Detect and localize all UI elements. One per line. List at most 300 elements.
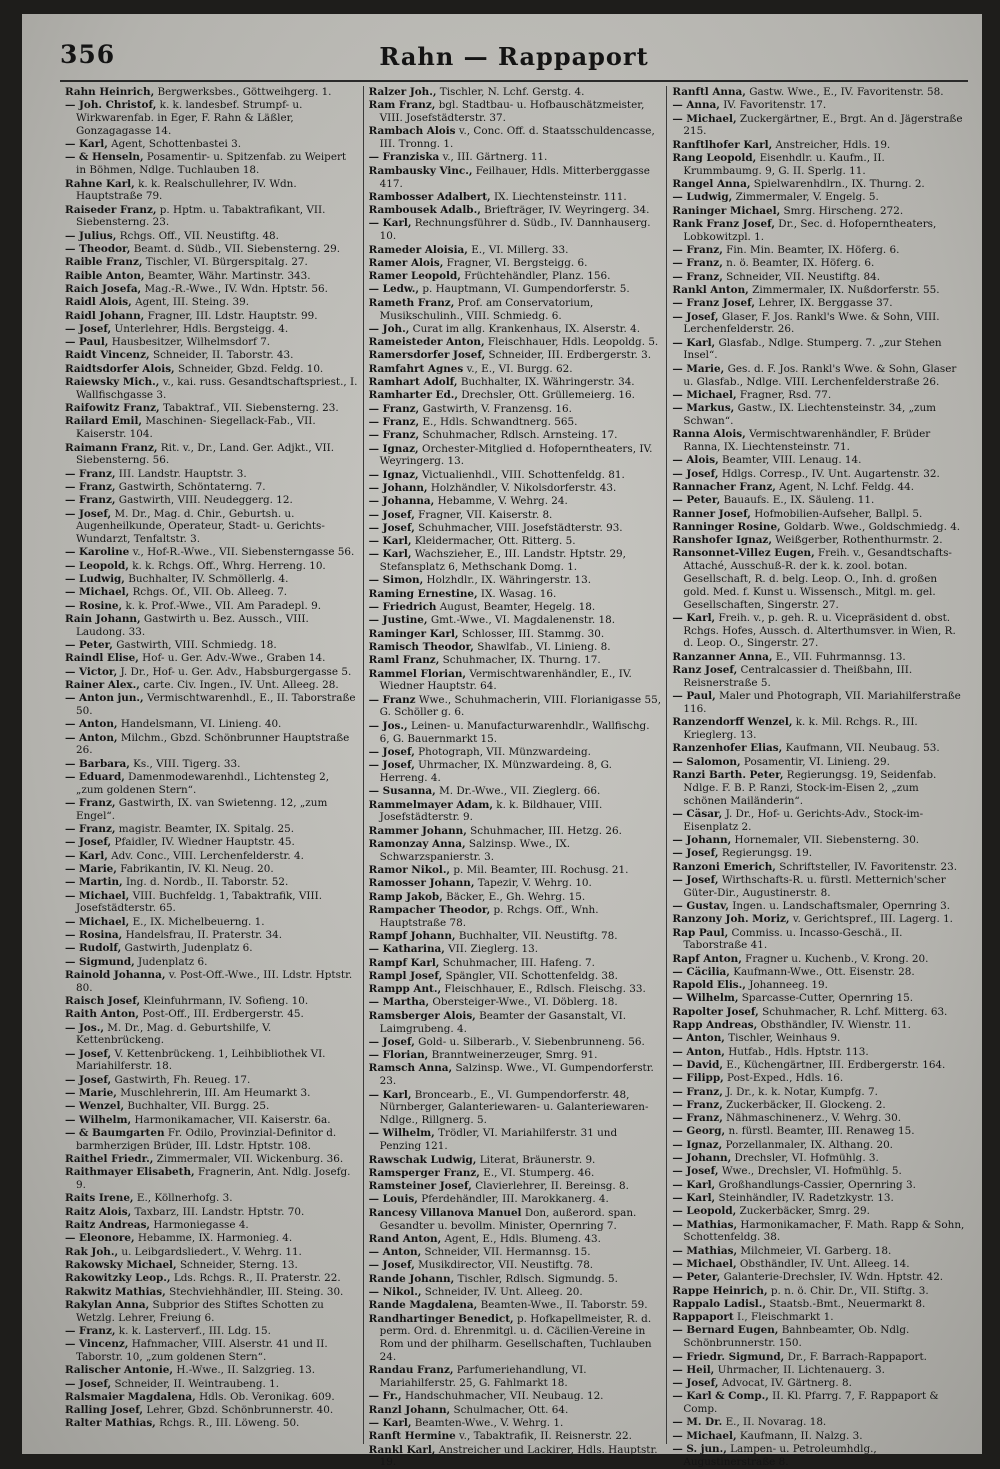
entry-name: — Josef,: [65, 836, 112, 849]
directory-entry: [369, 535, 662, 548]
entry-details: IX. Liechtensteinstr. 111.: [493, 190, 627, 203]
directory-entry: [65, 995, 358, 1008]
entry-name: — Josef,: [368, 508, 415, 521]
entry-details: p. n. ö. Chir. Dr., VII. Stiftg. 3.: [770, 1284, 929, 1297]
entry-details: Gastw., IX. Liechtensteinstr. 34, „zum Schwan“.: [683, 402, 937, 427]
directory-entry: [65, 890, 358, 916]
directory-entry: [65, 1391, 358, 1404]
entry-details: Wwe., Drechsler, VI. Hofmühlg. 5.: [721, 1165, 902, 1178]
entry-details: Hornemaler, VII. Siebensterng. 30.: [734, 833, 920, 846]
entry-name: Ramsberger Alois,: [368, 1009, 476, 1022]
directory-entry: [369, 165, 662, 191]
entry-details: Drechsler, VI. Hofmühlg. 3.: [734, 1152, 879, 1165]
entry-details: Lehrer, Gbzd. Schönbrunnerstr. 40.: [146, 1404, 334, 1417]
entry-name: Raml Franz,: [368, 654, 440, 667]
directory-entry: [672, 1032, 965, 1045]
directory-entry: [369, 86, 662, 99]
entry-details: Steinhändler, IV. Radetzkystr. 13.: [718, 1191, 894, 1204]
entry-name: Ranner Josef,: [672, 507, 751, 520]
entry-details: Zimmermaler, V. Engelg. 5.: [735, 191, 879, 204]
directory-entry: [65, 797, 358, 823]
entry-details: magistr. Beamter, IX. Spitalg. 25.: [118, 823, 295, 836]
entry-name: — Josef,: [672, 467, 719, 480]
entry-name: — Karl,: [368, 548, 412, 561]
directory-entry: [672, 1139, 965, 1152]
entry-details: n. fürstl. Beamter, III. Renaweg 15.: [728, 1125, 915, 1138]
entry-details: p. Hauptmann, VI. Gumpendorferstr. 5.: [422, 283, 630, 296]
entry-details: Uhrmacher, IX. Münzwardeing. 8, G. Herreng. 4.: [379, 759, 612, 784]
entry-name: Rancesy Villanova Manuel: [368, 1206, 522, 1219]
directory-entry: [369, 191, 662, 204]
entry-name: Raisch Josef,: [65, 994, 141, 1007]
entry-name: — Mathias,: [672, 1218, 738, 1231]
entry-details: Schuhmacher, III. Hetzg. 26.: [470, 824, 622, 837]
entry-details: Fragner, VII. Kaiserstr. 8.: [418, 508, 553, 521]
directory-entry: [672, 913, 965, 926]
directory-entry: [672, 690, 965, 716]
directory-entry: [672, 742, 965, 755]
directory-entry: [65, 86, 358, 99]
entry-details: Schneider, VII. Neustiftg. 84.: [726, 270, 881, 283]
directory-entry: [369, 1444, 662, 1469]
column-2: [363, 86, 667, 1469]
directory-entry: [369, 416, 662, 429]
entry-name: — Anton,: [65, 718, 118, 731]
directory-entry: [65, 732, 358, 758]
directory-columns: [60, 86, 970, 1469]
directory-entry: [65, 850, 358, 863]
directory-entry: [672, 428, 965, 454]
directory-entry: [369, 838, 662, 864]
entry-details: Subprior des Stiftes Schotten zu Wetzlg. Lehrer, Freiung 6.: [76, 1298, 324, 1324]
directory-entry: [65, 969, 358, 995]
entry-details: Posamentir- u. Spitzenfab. zu Weipert in Böhmen, Ndlge. Tuchlauben 18.: [76, 151, 347, 177]
entry-name: Rain Johann,: [65, 612, 141, 625]
entry-name: Rang Leopold,: [672, 151, 757, 164]
entry-details: Orchester-Mitglied d. Hofoperntheaters, IV. Weyringerg. 13.: [379, 442, 653, 468]
entry-name: — Josef,: [368, 745, 415, 758]
entry-details: Kaufmann-Wwe., Ott. Eisenstr. 28.: [733, 965, 915, 978]
entry-details: Damenmodewarenhdl., Lichtensteg 2, „zum goldenen Stern“.: [76, 770, 330, 796]
directory-entry: [369, 125, 662, 151]
directory-entry: [65, 1378, 358, 1391]
entry-name: Raich Josefa,: [65, 282, 142, 295]
entry-name: Rannacher Franz,: [672, 480, 776, 493]
directory-entry: [369, 244, 662, 257]
entry-details: Beamter der Gasanstalt, VI. Laimgrubeng. 4.: [379, 1009, 627, 1035]
directory-entry: [65, 1048, 358, 1074]
entry-name: — & Henseln,: [65, 151, 144, 164]
entry-name: — Franz,: [672, 257, 723, 270]
entry-name: — Karl,: [672, 1191, 716, 1204]
directory-entry: [672, 521, 965, 534]
entry-details: v., Tabaktrafik, II. Reisnerstr. 22.: [459, 1430, 632, 1443]
entry-name: — Josef,: [65, 1047, 112, 1060]
entry-details: Handelsfrau, II. Praterstr. 34.: [125, 929, 283, 941]
directory-entry: [672, 874, 965, 900]
entry-name: — Franz,: [368, 429, 420, 442]
entry-name: — Anton,: [672, 1045, 725, 1058]
entry-details: Schulmacher, Ott. 64.: [453, 1403, 569, 1416]
entry-name: — Michael,: [672, 112, 737, 125]
entry-details: Kleinfuhrmann, IV. Sofieng. 10.: [143, 994, 309, 1007]
directory-entry: [369, 668, 662, 694]
entry-name: Raitz Alois,: [65, 1205, 132, 1218]
directory-entry: [369, 1246, 662, 1259]
entry-details: Beamter, Währ. Martinstr. 343.: [147, 269, 311, 282]
entry-details: Hebamme, V. Wehrg. 24.: [437, 495, 568, 508]
directory-entry: [369, 1049, 662, 1062]
entry-name: — David,: [672, 1058, 723, 1071]
entry-name: — Ludwig,: [672, 191, 733, 204]
entry-details: Broncearb., E., VI. Gumpendorferstr. 48, Nürnberger, Galanteriewaren- u. Galanteriewaren-Ndlge., Rillgnerg. 5.: [379, 1088, 649, 1127]
directory-entry: [65, 1404, 358, 1417]
entry-name: — Franz,: [65, 467, 116, 480]
directory-entry: [369, 1207, 662, 1233]
directory-entry: [672, 1165, 965, 1178]
entry-name: — Julius,: [65, 229, 117, 242]
directory-entry: [672, 402, 965, 428]
entry-details: Gastwirth, Schöntaterng. 7.: [118, 480, 266, 493]
directory-entry: [65, 402, 358, 415]
directory-entry: [65, 758, 358, 771]
directory-entry: [672, 481, 965, 494]
directory-entry: [672, 191, 965, 204]
directory-entry: [65, 573, 358, 586]
entry-name: Raiseder Franz,: [65, 203, 157, 216]
entry-name: — Theodor,: [65, 243, 131, 256]
directory-entry: [369, 628, 662, 641]
directory-entry: [369, 694, 662, 720]
entry-name: Rangel Anna,: [672, 178, 751, 191]
entry-name: — Paul,: [672, 690, 716, 703]
entry-name: Ransonnet-Villez Eugen,: [672, 547, 815, 560]
directory-entry: [65, 204, 358, 230]
entry-name: — Michael,: [65, 915, 130, 928]
entry-name: — Josef,: [672, 1165, 719, 1178]
directory-entry: [65, 296, 358, 309]
entry-name: — Susanna,: [368, 785, 436, 798]
directory-entry: [369, 429, 662, 442]
directory-entry: [672, 494, 965, 507]
entry-details: I., Fleischmarkt 1.: [737, 1311, 834, 1324]
entry-name: — Josef,: [368, 1035, 415, 1048]
entry-name: Rappalo Ladisl.,: [672, 1297, 766, 1310]
directory-entry: [65, 1232, 358, 1245]
directory-entry: [65, 481, 358, 494]
entry-details: Literat, Bräunerstr. 9.: [479, 1153, 596, 1166]
entry-name: Raidtsdorfer Alois,: [65, 362, 175, 375]
entry-name: — Franz,: [672, 1085, 723, 1098]
entry-details: k. k. Bildhauer, VIII. Josefstädterstr. 9.: [379, 798, 603, 824]
entry-name: — Karl,: [672, 336, 716, 349]
entry-name: — Anton,: [672, 1032, 725, 1045]
entry-details: Gastwirth, VIII. Neudeggerg. 12.: [118, 494, 293, 507]
entry-details: Tischler, Rdlsch. Sigmundg. 5.: [457, 1272, 618, 1285]
entry-name: — Rudolf,: [65, 942, 122, 955]
directory-entry: [369, 891, 662, 904]
running-head: Rahn — Rappaport: [379, 42, 649, 71]
directory-entry: [672, 992, 965, 1005]
directory-entry: [369, 204, 662, 217]
directory-entry: [672, 337, 965, 363]
entry-name: Rank Franz Josef,: [672, 217, 775, 230]
directory-entry: [369, 759, 662, 785]
entry-name: — Karl,: [672, 611, 716, 624]
directory-entry: [369, 996, 662, 1009]
entry-name: Ralischer Antonie,: [65, 1364, 174, 1377]
entry-name: — Karl,: [368, 535, 412, 548]
directory-entry: [369, 1233, 662, 1246]
entry-details: Ks., VIII. Tigerg. 33.: [133, 757, 241, 770]
entry-details: Maschinen- Siegellack-Fab., VII. Kaiserstr. 104.: [76, 415, 316, 441]
entry-details: Nähmaschinenerz., V. Wehrg. 30.: [726, 1112, 902, 1125]
entry-name: — Josef,: [65, 507, 112, 520]
page-header: [60, 40, 968, 82]
entry-name: Ranftlhofer Karl,: [672, 138, 773, 151]
entry-name: — Michael,: [672, 1257, 737, 1270]
directory-entry: [369, 970, 662, 983]
entry-details: Tischler, Weinhaus 9.: [728, 1032, 841, 1045]
entry-details: Gastwirth, V. Franzensg. 16.: [422, 402, 572, 415]
directory-entry: [65, 243, 358, 256]
entry-name: Rak Joh.,: [65, 1245, 119, 1258]
entry-details: Buchhalter, IV. Schmöllerlg. 4.: [128, 572, 289, 585]
entry-name: Raidl Johann,: [65, 309, 145, 322]
entry-name: Rainer Alex.,: [65, 678, 140, 691]
directory-entry: [672, 244, 965, 257]
directory-entry: [672, 861, 965, 874]
directory-entry: [369, 336, 662, 349]
entry-name: — Franz,: [672, 270, 723, 283]
directory-entry: [672, 769, 965, 807]
directory-entry: [65, 1100, 358, 1113]
directory-entry: [369, 785, 662, 798]
entry-name: — Cäcilia,: [672, 965, 730, 978]
directory-entry: [65, 1417, 358, 1430]
directory-entry: [65, 349, 358, 362]
entry-name: Ralter Mathias,: [65, 1417, 156, 1430]
entry-name: Ralzer Joh.,: [368, 86, 437, 98]
directory-entry: [672, 152, 965, 178]
entry-name: — Leopold,: [672, 1205, 737, 1218]
entry-name: — Wenzel,: [65, 1100, 125, 1113]
entry-details: Harmonikamacher, F. Math. Rapp & Sohn, Schottenfeldg. 38.: [683, 1218, 965, 1244]
entry-name: — Martha,: [368, 996, 430, 1009]
entry-details: Salzinsp. Wwe., IX. Schwarzspanierstr. 3.: [379, 837, 571, 863]
entry-name: — Friedr. Sigmund,: [672, 1350, 785, 1363]
directory-entry: [672, 139, 965, 152]
entry-details: Schneider, II. Weintraubeng. 1.: [114, 1377, 280, 1390]
entry-name: — Georg,: [672, 1125, 726, 1138]
directory-entry: [369, 297, 662, 323]
entry-name: Randau Franz,: [368, 1364, 454, 1377]
directory-entry: [65, 1153, 358, 1166]
directory-entry: [65, 666, 358, 679]
entry-name: — Michael,: [65, 586, 130, 599]
entry-details: Schuhmacher, Rdlsch. Arnsteing. 17.: [422, 429, 618, 442]
entry-name: — Anton,: [65, 731, 118, 744]
entry-details: IV. Favoritenstr. 17.: [723, 99, 827, 112]
directory-entry: [65, 586, 358, 599]
entry-name: Ramsch Anna,: [368, 1062, 453, 1075]
entry-name: — Johanna,: [368, 495, 435, 508]
entry-details: Regierungsg. 19, Seidenfab. Ndlge. F. B. P. Ranzi, Stock-im-Eisen 2, „zum schönen Mailänderin“.: [683, 768, 937, 807]
entry-details: v., Conc. Off. d. Staatsschuldencasse, III. Tronng. 1.: [379, 125, 655, 151]
entry-details: Hdlgs. Corresp., IV. Unt. Augartenstr. 32.: [721, 467, 940, 480]
entry-details: E., II. Novarag. 18.: [725, 1416, 827, 1429]
entry-details: Goldarb. Wwe., Goldschmiedg. 4.: [784, 520, 961, 533]
directory-entry: [672, 1192, 965, 1205]
entry-details: Bahnbeamter, Ob. Ndlg. Schönbrunnerstr. 150.: [683, 1324, 910, 1350]
entry-details: Weißgerber, Rothenthurmstr. 2.: [775, 534, 943, 547]
entry-name: — Salomon,: [672, 755, 741, 768]
entry-name: Rahne Karl,: [65, 177, 135, 190]
entry-details: H.-Wwe., II. Salzgrieg. 13.: [176, 1364, 316, 1377]
entry-name: Ramosser Johann,: [368, 877, 475, 890]
entry-details: Lampen- u. Petroleumhdlg., Augustinerstraße 8.: [683, 1443, 877, 1468]
entry-details: Regierungsg. 19.: [721, 847, 813, 860]
entry-name: Ramhart Adolf,: [368, 376, 458, 389]
entry-name: — Michael,: [65, 889, 130, 902]
directory-entry: [369, 825, 662, 838]
entry-name: — Karl,: [672, 1178, 716, 1191]
directory-entry: [369, 983, 662, 996]
directory-entry: [65, 1246, 358, 1259]
entry-details: V. Kettenbrückeng. 1, Leihbibliothek VI. Mariahilferstr. 18.: [76, 1047, 326, 1073]
entry-name: Rammelmayer Adam,: [368, 798, 493, 811]
directory-entry: [65, 1206, 358, 1219]
entry-details: Schuhmacher, R. Lchf. Mitterg. 63.: [762, 1005, 948, 1018]
entry-details: Pferdehändler, III. Marokkanerg. 4.: [421, 1193, 609, 1206]
entry-name: Rappe Heinrich,: [672, 1284, 768, 1297]
entry-name: Rameder Aloisia,: [368, 243, 468, 256]
entry-details: Gastwirth, VIII. Schmiedg. 18.: [116, 638, 277, 651]
entry-details: Harmoniegasse 4.: [153, 1219, 249, 1232]
entry-details: k. k. Prof.-Wwe., VII. Am Paradepl. 9.: [125, 599, 321, 612]
entry-name: — Franz Josef,: [672, 297, 755, 310]
entry-name: — Karl,: [65, 138, 108, 151]
entry-name: — Karl,: [368, 217, 412, 230]
directory-entry: [672, 1416, 965, 1429]
entry-details: p. Hptm. u. Tabaktrafikant, VII. Siebensterng. 23.: [76, 203, 326, 229]
entry-details: Gmt.-Wwe., VI. Magdalenenstr. 18.: [430, 614, 616, 627]
entry-details: Clavierlehrer, II. Bereinsg. 8.: [475, 1180, 629, 1193]
entry-details: Beamten-Wwe., II. Taborstr. 59.: [480, 1299, 648, 1312]
directory-entry: [672, 99, 965, 112]
entry-name: Raidl Alois,: [65, 296, 132, 309]
entry-details: Centralcassier d. Theißbahn, III. Reisnerstraße 5.: [683, 664, 913, 689]
entry-details: Tischler, VI. Bürgerspitalg. 27.: [145, 256, 308, 269]
entry-details: v., E., VI. Burgg. 62.: [466, 362, 573, 375]
directory-entry: [672, 927, 965, 953]
entry-name: — Jos.,: [65, 1021, 104, 1034]
entry-name: — Peter,: [672, 494, 721, 507]
directory-page: [22, 14, 982, 1469]
entry-details: III. Landstr. Hauptstr. 3.: [118, 467, 247, 480]
entry-name: Ramsteiner Josef,: [368, 1180, 472, 1193]
entry-details: v., Hof-R.-Wwe., VII. Siebensterngasse 56.: [132, 546, 355, 559]
directory-entry: [65, 494, 358, 507]
entry-details: k. k. Lasterverf., III. Ldg. 15.: [118, 1324, 271, 1337]
entry-details: Briefträger, IV. Weyringerg. 34.: [484, 204, 650, 217]
entry-details: Schneider, Sterng. 13.: [179, 1258, 298, 1271]
entry-name: — Josef,: [672, 1377, 719, 1390]
entry-details: Post-Off., III. Erdbergerstr. 45.: [142, 1008, 304, 1021]
entry-details: Agent, E., Hdls. Blumeng. 43.: [444, 1232, 601, 1245]
directory-entry: [369, 641, 662, 654]
entry-name: Rammer Johann,: [368, 824, 467, 837]
entry-name: Raitz Andreas,: [65, 1219, 151, 1232]
directory-entry: [369, 930, 662, 943]
entry-details: Schneider, III. Erdbergerstr. 3.: [488, 349, 652, 362]
entry-details: Judenplatz 6.: [138, 955, 208, 968]
entry-details: Muschlehrerin, III. Am Heumarkt 3.: [120, 1087, 311, 1100]
entry-name: Rambausky Vinc.,: [368, 164, 473, 177]
entry-details: E., Küchengärtner, III. Erdbergerstr. 164.: [726, 1058, 946, 1071]
directory-entry: [65, 310, 358, 323]
directory-entry: [65, 151, 358, 177]
entry-name: — Paul,: [65, 336, 109, 349]
entry-name: — Karl & Comp.,: [672, 1390, 769, 1403]
entry-details: Agent, III. Steing. 39.: [135, 296, 249, 309]
entry-name: — Ignaz,: [672, 1138, 723, 1151]
directory-entry: [369, 614, 662, 627]
directory-entry: [65, 836, 358, 849]
entry-details: Vermischtwarenhdl., E., II. Taborstraße 50.: [76, 692, 356, 717]
entry-name: Ranft Hermine: [368, 1430, 456, 1443]
directory-entry: [65, 178, 358, 204]
directory-entry: [369, 403, 662, 416]
directory-entry: [369, 1036, 662, 1049]
directory-entry: [65, 270, 358, 283]
entry-name: — Anton,: [368, 1246, 422, 1259]
entry-details: Glasfab., Ndlge. Stumperg. 7. „zur Stehen Insel“.: [683, 336, 942, 362]
entry-name: Ranzoni Emerich,: [672, 860, 776, 873]
directory-entry: [65, 415, 358, 441]
entry-details: Beamter, VIII. Lenaug. 14.: [722, 454, 862, 467]
entry-name: Rambach Alois: [368, 125, 456, 138]
entry-details: Schneider, VII. Hermannsg. 15.: [424, 1246, 591, 1259]
entry-details: Zuckerbäcker, II. Glockeng. 2.: [726, 1098, 886, 1111]
directory-entry: [369, 1417, 662, 1430]
entry-details: Fabrikantin, IV. Kl. Neug. 20.: [120, 863, 274, 876]
directory-entry: [672, 363, 965, 389]
entry-name: Rand Anton,: [368, 1232, 442, 1245]
entry-name: — Josef,: [65, 1073, 112, 1086]
entry-details: M. Dr.-Wwe., VII. Zieglerg. 66.: [439, 785, 601, 798]
entry-details: Glaser, F. Jos. Rankl's Wwe. & Sohn, VIII. Lerchenfelderstr. 26.: [683, 310, 940, 336]
directory-entry: [369, 1430, 662, 1443]
directory-entry: [369, 509, 662, 522]
directory-entry: [369, 1180, 662, 1193]
entry-name: Rapold Elis.,: [672, 979, 746, 992]
entry-details: Fragner, Rsd. 77.: [739, 388, 832, 401]
entry-name: Raible Anton,: [65, 269, 145, 282]
directory-entry: [672, 205, 965, 218]
entry-details: Obsthändler, IV. Wienstr. 11.: [760, 1019, 911, 1032]
entry-name: Ranshofer Ignaz,: [672, 534, 772, 547]
directory-entry: [65, 1259, 358, 1272]
entry-details: Hutfab., Hdls. Hptstr. 113.: [728, 1045, 869, 1058]
entry-name: Ramisch Theodor,: [368, 640, 474, 653]
directory-entry: [65, 639, 358, 652]
directory-entry: [65, 823, 358, 836]
entry-details: Tabaktraf., VII. Siebensterng. 23.: [162, 402, 339, 415]
directory-entry: [672, 1351, 965, 1364]
directory-entry: [672, 1258, 965, 1271]
entry-details: Schlosser, III. Stammg. 30.: [461, 627, 605, 640]
